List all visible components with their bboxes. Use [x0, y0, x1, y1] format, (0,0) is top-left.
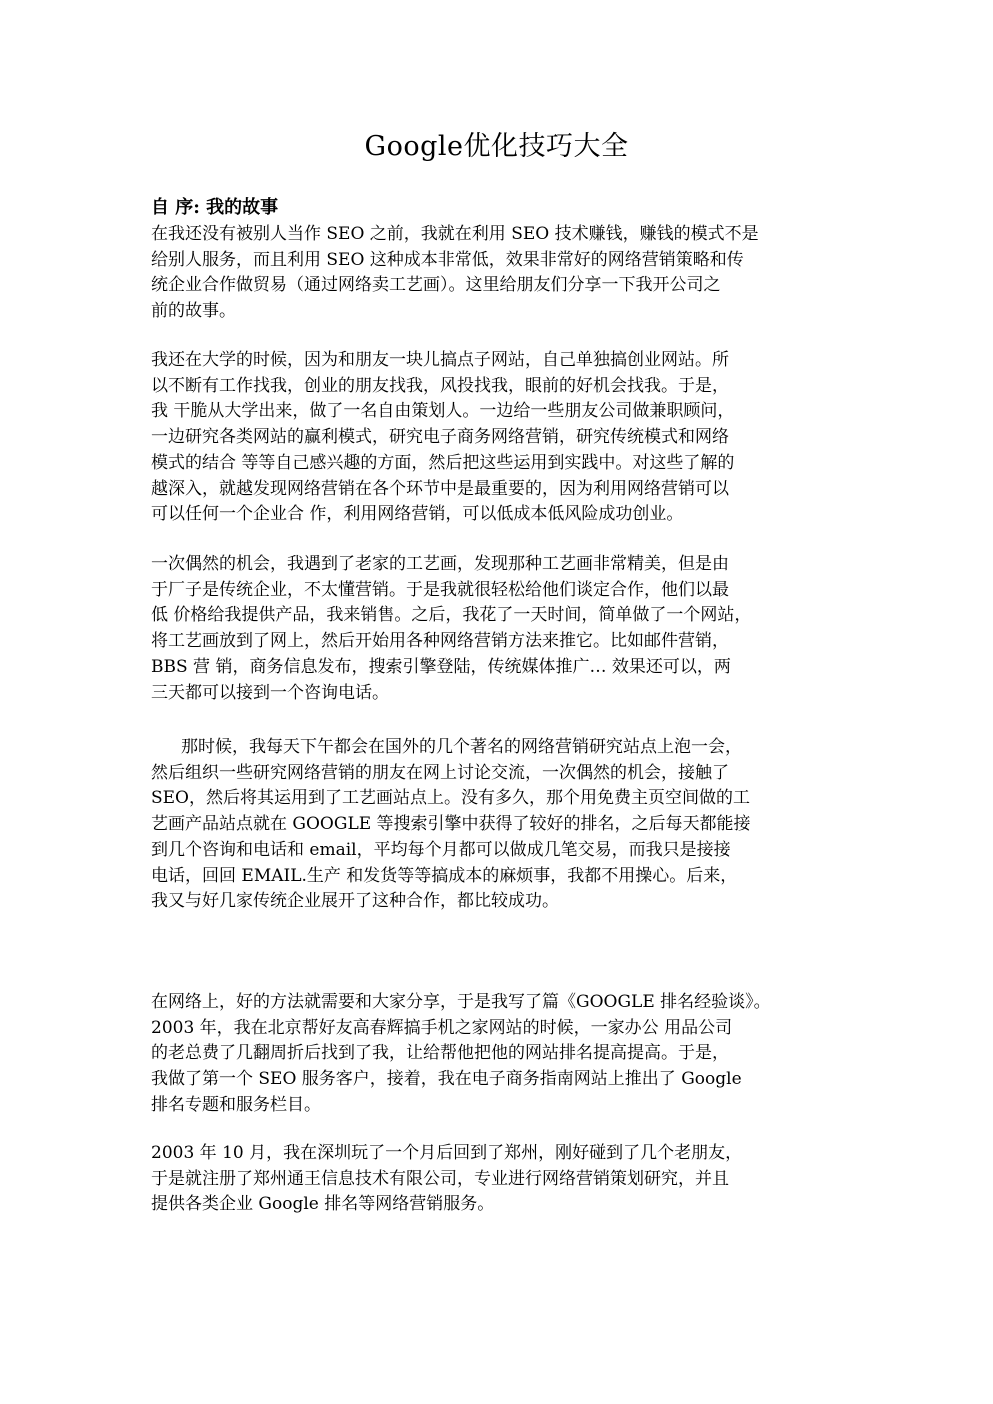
paragraph-line: 那时候，我每天下午都会在国外的几个著名的网络营销研究站点上泡一会， [181, 737, 742, 757]
paragraph-line: 提供各类企业 Google 排名等网络营销服务。 [151, 1194, 495, 1215]
paragraph-line: 然后组织一些研究网络营销的朋友在网上讨论交流，一次偶然的机会，接触了 [151, 762, 729, 783]
paragraph-line: 我 干脆从大学出来，做了一名自由策划人。一边给一些朋友公司做兼职顾问， [151, 401, 735, 422]
paragraph-line: 2003 年 10 月，我在深圳玩了一个月后回到了郑州，刚好碰到了几个老朋友， [151, 1143, 743, 1163]
paragraph-1 [151, 222, 851, 325]
paragraph-line: 艺画产品站点就在 GOOGLE 等搜索引擎中获得了较好的排名，之后每天都能接 [151, 814, 751, 835]
paragraph-line: 在我还没有被别人当作 SEO 之前，我就在利用 SEO 技术赚钱，赚钱的模式不是 [151, 224, 759, 244]
paragraph-5 [151, 990, 851, 1119]
paragraph-line: 电话，回回 EMAIL.生产 和发货等等搞成本的麻烦事，我都不用操心。后来， [151, 865, 738, 886]
paragraph-4 [151, 735, 851, 915]
paragraph-line: 低 价格给我提供产品，我来销售。之后，我花了一天时间，简单做了一个网站， [151, 605, 752, 626]
paragraph-line: 我又与好几家传统企业展开了这种合作，都比较成功。 [151, 891, 559, 912]
paragraph-3 [151, 552, 851, 706]
paragraph-line: 我还在大学的时候，因为和朋友一块儿搞点子网站，自己单独搞创业网站。所 [151, 350, 729, 370]
paragraph-line: 统企业合作做贸易（通过网络卖工艺画）。这里给朋友们分享一下我开公司之 [151, 275, 721, 296]
paragraph-line: 越深入，就越发现网络营销在各个环节中是最重要的，因为利用网络营销可以 [151, 478, 729, 499]
paragraph-line: 三天都可以接到一个咨询电话。 [151, 682, 389, 703]
paragraph-line: BBS 营 销，商务信息发布，搜索引擎登陆，传统媒体推广… 效果还可以，两 [151, 656, 731, 677]
paragraph-line: 可以任何一个企业合 作，利用网络营销，可以低成本低风险成功创业。 [151, 504, 684, 525]
document-title: Google优化技巧大全 [364, 131, 629, 162]
paragraph-line: 于厂子是传统企业，不太懂营销。于是我就很轻松给他们谈定合作，他们以最 [151, 579, 729, 600]
paragraph-line: 排名专题和服务栏目。 [151, 1094, 321, 1115]
paragraph-line: 的老总费了几翻周折后找到了我，让给帮他把他的网站排名提高提高。于是， [151, 1043, 729, 1064]
paragraph-2 [151, 348, 851, 528]
paragraph-line: 2003 年，我在北京帮好友高春辉搞手机之家网站的时候，一家办公 用品公司 [151, 1017, 733, 1038]
paragraph-line: 模式的结合 等等自己感兴趣的方面，然后把这些运用到实践中。对这些了解的 [151, 452, 735, 473]
paragraph-line: SEO，然后将其运用到了工艺画站点上。没有多久，那个用免费主页空间做的工 [151, 788, 750, 809]
section-heading: 自 序: 我的故事 [151, 197, 279, 218]
paragraph-line: 到几个咨询和电话和 email，平均每个月都可以做成几笔交易，而我只是接接 [151, 839, 731, 860]
paragraph-line: 在网络上，好的方法就需要和大家分享，于是我写了篇《GOOGLE 排名经验谈》。 [151, 992, 771, 1012]
paragraph-line: 以不断有工作找我，创业的朋友找我，风投找我，眼前的好机会找我。于是， [151, 375, 729, 396]
paragraph-line: 我做了第一个 SEO 服务客户，接着，我在电子商务指南网站上推出了 Google [151, 1069, 742, 1090]
paragraph-line: 给别人服务，而且利用 SEO 这种成本非常低，效果非常好的网络营销策略和传 [151, 249, 744, 270]
paragraph-6 [151, 1141, 851, 1218]
paragraph-line: 于是就注册了郑州通王信息技术有限公司，专业进行网络营销策划研究，并且 [151, 1168, 729, 1189]
paragraph-line: 前的故事。 [151, 301, 236, 322]
paragraph-line: 一边研究各类网站的赢利模式，研究电子商务网络营销，研究传统模式和网络 [151, 427, 729, 448]
paragraph-line: 一次偶然的机会，我遇到了老家的工艺画，发现那种工艺画非常精美，但是由 [151, 554, 729, 574]
paragraph-line: 将工艺画放到了网上，然后开始用各种网络营销方法来推它。比如邮件营销， [151, 631, 729, 652]
